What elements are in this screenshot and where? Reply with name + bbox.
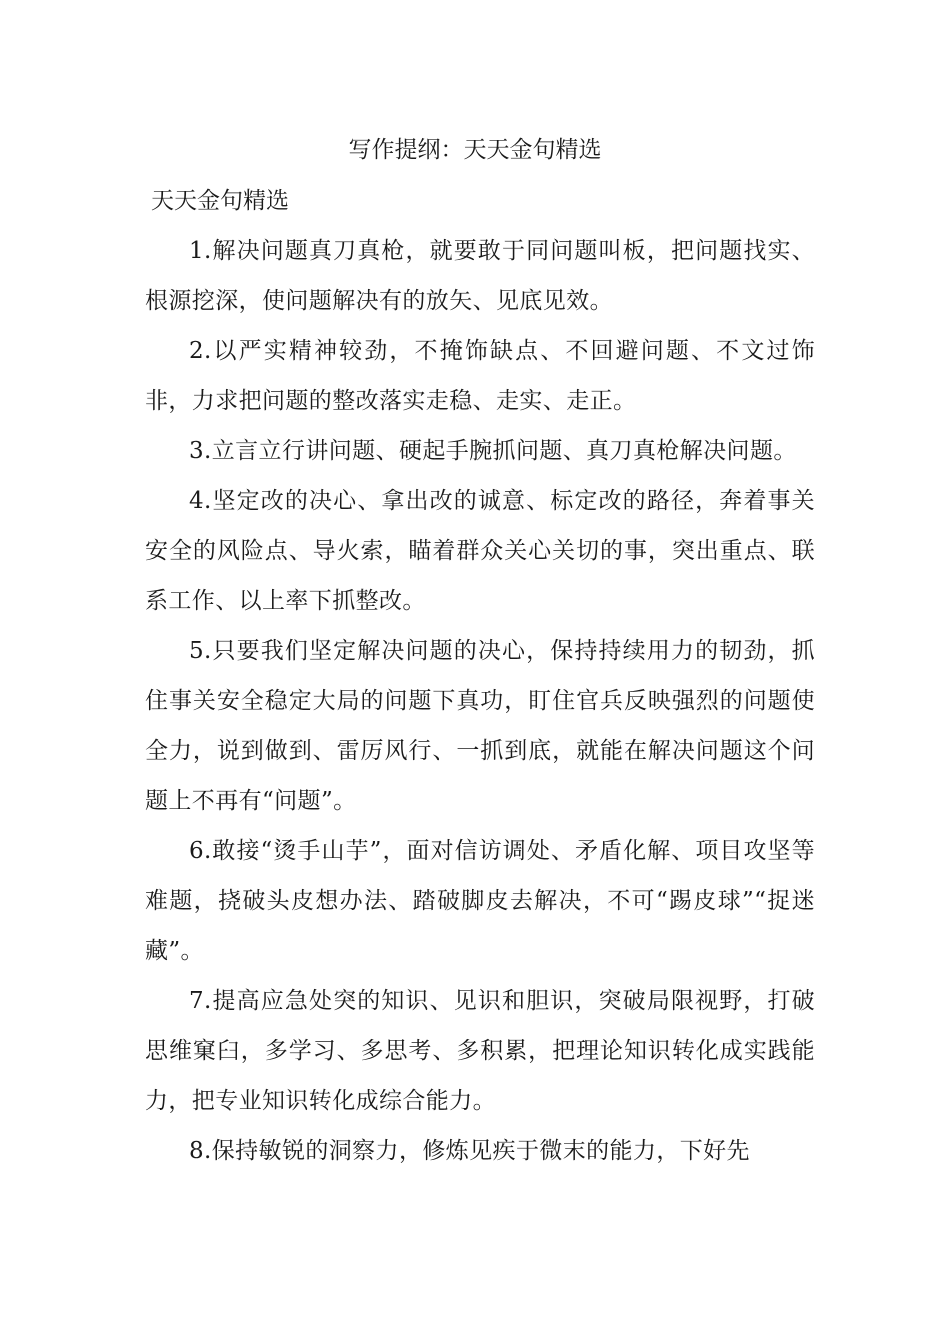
paragraph-5: 5.只要我们坚定解决问题的决心，保持持续用力的韧劲，抓住事关安全稳定大局的问题下真功，盯住官兵反映强烈的问题使全力，说到做到、雷厉风行、一抓到底，就能在解决问题这个问题上不再有“问题”。 <box>145 638 815 814</box>
paragraph-2: 2.以严实精神较劲，不掩饰缺点、不回避问题、不文过饰非，力求把问题的整改落实走稳、走实、走正。 <box>145 338 815 414</box>
paragraph-1: 1.解决问题真刀真枪，就要敢于同问题叫板，把问题找实、根源挖深，使问题解决有的放矢、见底见效。 <box>145 238 815 314</box>
paragraph-4: 4.坚定改的决心、拿出改的诚意、标定改的路径，奔着事关安全的风险点、导火索，瞄着群众关心关切的事，突出重点、联系工作、以上率下抓整改。 <box>145 488 815 614</box>
paragraph-8: 8.保持敏锐的洞察力，修炼见疾于微末的能力，下好先 <box>189 1138 750 1164</box>
document-title: 写作提纲：天天金句精选 <box>348 137 602 163</box>
paragraph-6: 6.敢接“烫手山芋”，面对信访调处、矛盾化解、项目攻坚等难题，挠破头皮想办法、踏破脚皮去解决，不可“踢皮球”“捉迷藏”。 <box>145 838 815 964</box>
paragraph-3: 3.立言立行讲问题、硬起手腕抓问题、真刀真枪解决问题。 <box>189 438 797 464</box>
document-body <box>145 226 815 1176</box>
paragraph-7: 7.提高应急处突的知识、见识和胆识，突破局限视野，打破思维窠臼，多学习、多思考、多积累，把理论知识转化成实践能力，把专业知识转化成综合能力。 <box>145 988 815 1114</box>
document-subtitle: 天天金句精选 <box>151 188 289 214</box>
